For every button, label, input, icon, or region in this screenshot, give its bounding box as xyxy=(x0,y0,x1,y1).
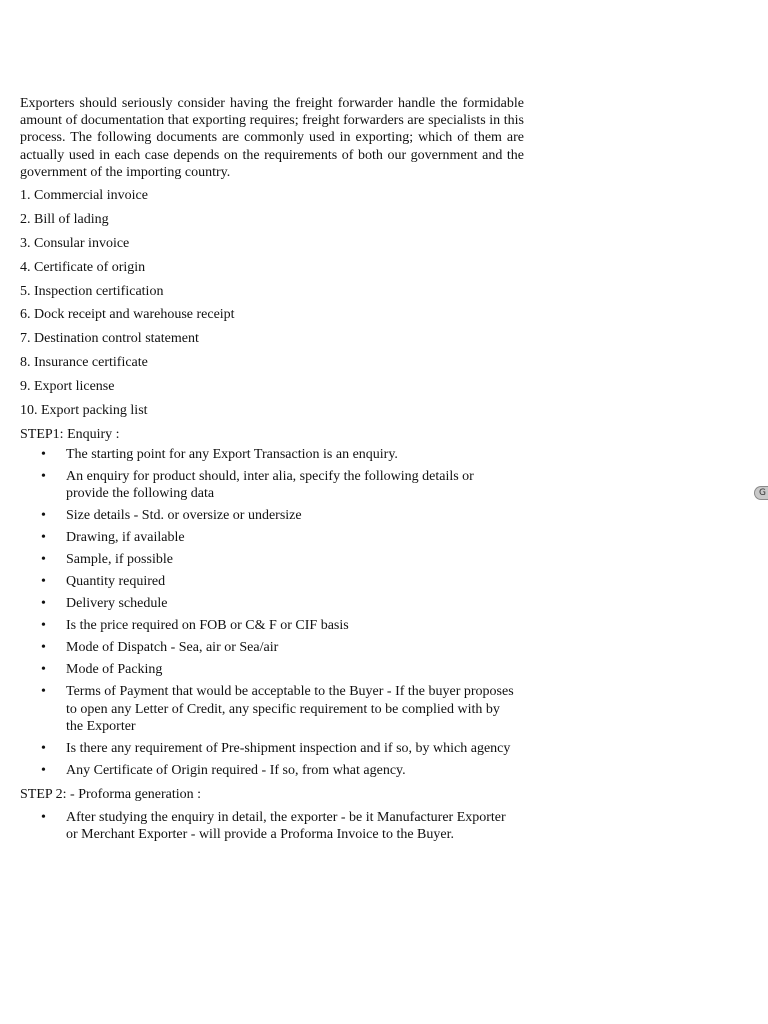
list-item: 10. Export packing list xyxy=(20,403,148,419)
bullet-item xyxy=(20,617,516,634)
list-item: 8. Insurance certificate xyxy=(20,355,148,371)
list-item: 4. Certificate of origin xyxy=(20,259,146,275)
bullet-icon: • xyxy=(41,809,46,825)
bullet-text: Mode of Packing xyxy=(66,662,163,678)
list-item: 2. Bill of lading xyxy=(20,211,109,227)
bullet-icon: • xyxy=(41,508,46,524)
list-item: 6. Dock receipt and warehouse receipt xyxy=(20,307,235,323)
bullet-item xyxy=(20,683,516,735)
bullet-icon: • xyxy=(41,530,46,546)
document-body xyxy=(20,95,524,848)
list-item: 5. Inspection certification xyxy=(20,283,164,299)
bullet-item xyxy=(20,809,516,844)
bullet-icon: • xyxy=(41,618,46,634)
step2-heading: STEP 2: - Proforma generation : xyxy=(20,786,202,802)
step1-bullet-list xyxy=(20,446,524,780)
bullet-icon: • xyxy=(41,640,46,656)
bullet-item xyxy=(20,573,516,590)
bullet-text: Mode of Dispatch - Sea, air or Sea/air xyxy=(66,640,279,656)
bullet-item xyxy=(20,639,516,656)
bullet-item xyxy=(20,740,516,757)
side-tab-handle[interactable]: G xyxy=(754,486,768,500)
bullet-icon: • xyxy=(41,574,46,590)
bullet-text: After studying the enquiry in detail, the exporter - be it Manufacturer Exporter or Merchant Exporter - will provide a Proforma Invoice to the Buyer. xyxy=(66,809,506,842)
bullet-icon: • xyxy=(41,446,46,462)
bullet-text: Drawing, if available xyxy=(66,530,185,546)
bullet-item xyxy=(20,529,516,546)
bullet-text: Delivery schedule xyxy=(66,596,168,612)
bullet-text: Any Certificate of Origin required - If so, from what agency. xyxy=(66,763,406,779)
bullet-item xyxy=(20,446,516,463)
bullet-text: Size details - Std. or oversize or undersize xyxy=(66,508,302,524)
bullet-text: Terms of Payment that would be acceptable to the Buyer - If the buyer proposes to open any Letter of Credit, any specific requirement to be complied with by the Exporter xyxy=(66,684,514,735)
list-item: 3. Consular invoice xyxy=(20,235,130,251)
bullet-text: An enquiry for product should, inter alia, specify the following details or provide the following data xyxy=(66,468,474,502)
step1-heading: STEP1: Enquiry : xyxy=(20,426,120,442)
bullet-icon: • xyxy=(41,684,46,700)
document-list xyxy=(20,187,524,426)
bullet-icon: • xyxy=(41,662,46,678)
bullet-icon: • xyxy=(41,763,46,779)
bullet-item xyxy=(20,551,516,568)
bullet-text: Is the price required on FOB or C& F or CIF basis xyxy=(66,618,349,634)
step2-bullet-list xyxy=(20,809,524,844)
bullet-item xyxy=(20,595,516,612)
bullet-icon: • xyxy=(41,468,46,484)
intro-paragraph: Exporters should seriously consider having the freight forwarder handle the formidable amount of documentation that exporting requires; freight forwarders are specialists in this process. The following documents are commonly used in exporting; which of them are actually used in each case depends on the requirements of both our government and the government of the importing country. xyxy=(20,96,524,180)
bullet-item xyxy=(20,507,516,524)
bullet-item xyxy=(20,661,516,678)
list-item: 7. Destination control statement xyxy=(20,331,199,347)
bullet-text: Quantity required xyxy=(66,574,166,590)
bullet-text: The starting point for any Export Transaction is an enquiry. xyxy=(66,446,398,462)
bullet-item xyxy=(20,468,516,503)
bullet-text: Sample, if possible xyxy=(66,552,173,568)
list-item: 1. Commercial invoice xyxy=(20,188,148,204)
bullet-text: Is there any requirement of Pre-shipment inspection and if so, by which agency xyxy=(66,741,511,757)
bullet-icon: • xyxy=(41,596,46,612)
list-item: 9. Export license xyxy=(20,379,115,395)
bullet-icon: • xyxy=(41,552,46,568)
bullet-item xyxy=(20,762,516,779)
bullet-icon: • xyxy=(41,741,46,757)
